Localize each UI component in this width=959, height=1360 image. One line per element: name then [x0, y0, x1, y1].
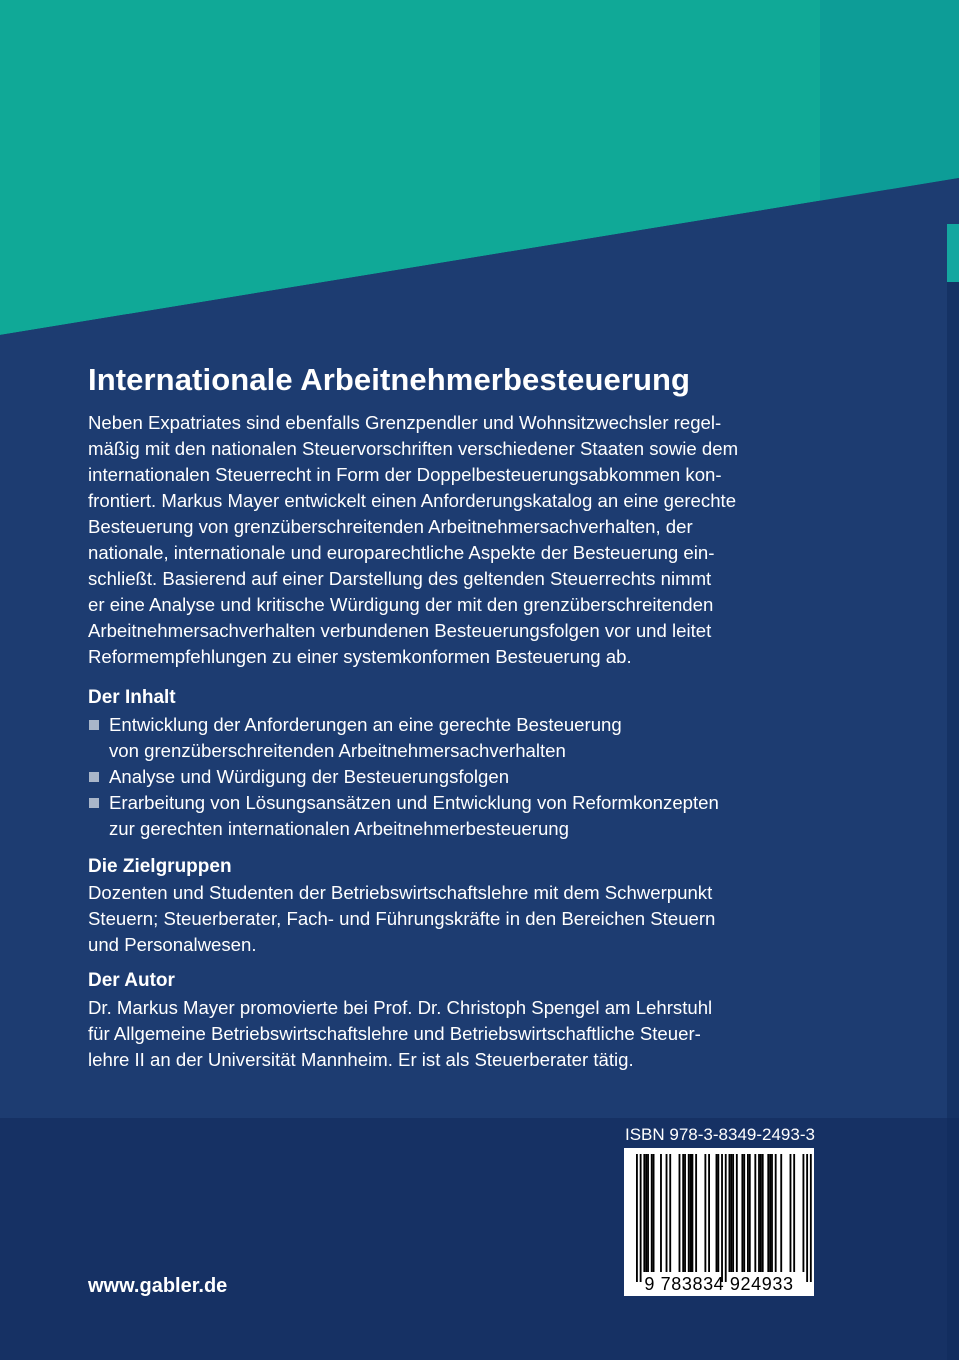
contents-heading: Der Inhalt: [88, 687, 176, 708]
list-item-line: zur gerechten internationalen Arbeitnehmerbesteuerung: [109, 818, 569, 839]
barcode-digits: 9 783834 924933: [644, 1274, 794, 1294]
publisher-url: www.gabler.de: [88, 1275, 228, 1297]
list-item: [88, 764, 719, 790]
barcode-bar: [760, 1154, 762, 1272]
barcode-bar: [708, 1154, 710, 1272]
description-line: Neben Expatriates sind ebenfalls Grenzpendler und Wohnsitzwechsler regel-: [88, 412, 722, 433]
list-item-line: von grenzüberschreitenden Arbeitnehmersachverhalten: [109, 740, 566, 761]
audience-text: [88, 880, 715, 958]
barcode-bar: [729, 1154, 731, 1272]
barcode-bar: [645, 1154, 647, 1272]
barcode-bar: [640, 1154, 642, 1282]
author-line: lehre II an der Universität Mannheim. Er ist als Steuerberater tätig.: [88, 1049, 634, 1070]
barcode-bar: [643, 1154, 645, 1272]
list-item: [88, 712, 719, 764]
right-edge-strip: [947, 282, 959, 1360]
barcode-bar: [688, 1154, 690, 1272]
barcode-bar: [775, 1154, 777, 1272]
teal-band-shade: [820, 0, 959, 201]
barcode-bar: [790, 1154, 792, 1272]
author-line: für Allgemeine Betriebswirtschaftslehre und Betriebswirtschaftliche Steuer-: [88, 1023, 701, 1044]
book-title: Internationale Arbeitnehmerbesteuerung: [88, 362, 691, 397]
barcode-bar: [806, 1154, 808, 1282]
barcode-bar: [771, 1154, 773, 1272]
barcode-bar: [660, 1154, 662, 1272]
barcode-bar: [666, 1154, 668, 1272]
audience-line: Steuern; Steuerberater, Fach- und Führungskräfte in den Bereichen Steuern: [88, 908, 716, 929]
barcode-bar: [669, 1154, 671, 1272]
barcode-bar: [758, 1154, 760, 1272]
barcode-bar: [810, 1154, 812, 1282]
audience-heading: Die Zielgruppen: [88, 856, 232, 877]
list-item-line: Erarbeitung von Lösungsansätzen und Entwicklung von Reformkonzepten: [109, 792, 719, 813]
lower-panel-shade: [0, 1118, 959, 1360]
barcode-bar: [653, 1154, 655, 1272]
audience-line: Dozenten und Studenten der Betriebswirtschaftslehre mit dem Schwerpunkt: [88, 882, 713, 903]
description-line: internationalen Steuerrecht in Form der Doppelbesteuerungsabkommen kon-: [88, 464, 722, 485]
barcode-bar: [721, 1154, 723, 1282]
barcode-bar: [749, 1154, 751, 1272]
barcode-bar: [679, 1154, 681, 1272]
description-line: mäßig mit den nationalen Steuervorschriften verschiedener Staaten sowie dem: [88, 438, 739, 459]
book-description: [88, 410, 738, 670]
barcode-bar: [793, 1154, 795, 1272]
barcode-bar: [725, 1154, 727, 1282]
barcode-bar: [690, 1154, 692, 1272]
isbn-barcode: [624, 1148, 814, 1296]
barcode-bar: [651, 1154, 653, 1272]
author-heading: Der Autor: [88, 970, 175, 991]
barcode-bar: [636, 1154, 638, 1282]
description-line: schließt. Basierend auf einer Darstellung des geltenden Steuerrechts nimmt: [88, 568, 712, 589]
description-line: nationale, internationale und europarechtliche Aspekte der Besteuerung ein-: [88, 542, 715, 563]
contents-list: [88, 712, 719, 842]
list-item-line: Analyse und Würdigung der Besteuerungsfolgen: [109, 766, 510, 787]
barcode-bar: [682, 1154, 684, 1272]
barcode-bar: [716, 1154, 718, 1272]
isbn-label: ISBN 978-3-8349-2493-3: [625, 1125, 815, 1144]
description-line: er eine Analyse und kritische Würdigung der mit den grenzüberschreitenden: [88, 594, 714, 615]
author-line: Dr. Markus Mayer promovierte bei Prof. Dr. Christoph Spengel am Lehrstuhl: [88, 997, 713, 1018]
barcode-bar: [684, 1154, 686, 1272]
square-bullet-icon: [89, 772, 99, 782]
barcode-bar: [647, 1154, 649, 1272]
author-text: [88, 995, 712, 1073]
square-bullet-icon: [89, 720, 99, 730]
description-line: frontiert. Markus Mayer entwickelt einen Anforderungskatalog an eine gerechte: [88, 490, 737, 511]
description-line: Reformempfehlungen zu einer systemkonformen Besteuerung ab.: [88, 646, 632, 667]
list-item-line: Entwicklung der Anforderungen an eine gerechte Besteuerung: [109, 714, 622, 735]
list-item: [88, 790, 719, 842]
barcode-bar: [780, 1154, 782, 1272]
teal-edge-mark: [947, 224, 959, 282]
barcode-bar: [736, 1154, 738, 1272]
barcode-bar: [717, 1154, 719, 1272]
barcode-bar: [743, 1154, 745, 1272]
barcode-bar: [741, 1154, 743, 1272]
barcode-bar: [754, 1154, 756, 1272]
description-line: Besteuerung von grenzüberschreitenden Arbeitnehmersachverhalten, der: [88, 516, 693, 537]
barcode-bar: [730, 1154, 732, 1272]
barcode-bar: [747, 1154, 749, 1272]
barcode-bar: [762, 1154, 764, 1272]
square-bullet-icon: [89, 798, 99, 808]
barcode-bar: [704, 1154, 706, 1272]
barcode-bar: [732, 1154, 734, 1272]
barcode-bar: [695, 1154, 697, 1272]
barcode-bar: [803, 1154, 805, 1272]
barcode-bar: [692, 1154, 694, 1272]
barcode-bar: [769, 1154, 771, 1272]
barcode-bar: [767, 1154, 769, 1272]
audience-line: und Personalwesen.: [88, 934, 257, 955]
description-line: Arbeitnehmersachverhalten verbundenen Besteuerungsfolgen vor und leitet: [88, 620, 712, 641]
